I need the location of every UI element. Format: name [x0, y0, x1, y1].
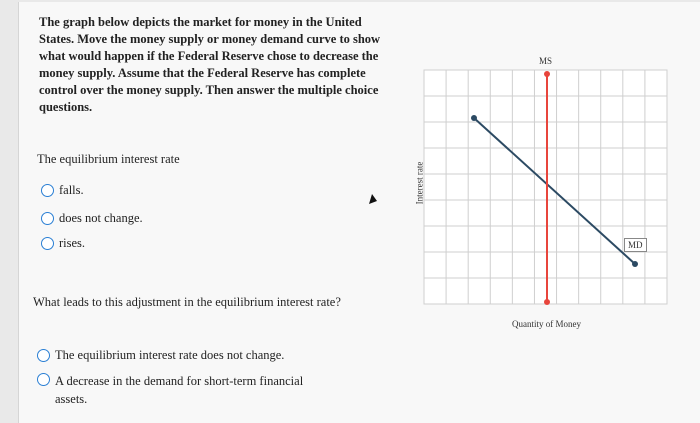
- ms-endpoint-top[interactable]: [544, 71, 550, 77]
- q2-prompt: What leads to this adjustment in the equilibrium interest rate?: [33, 295, 341, 309]
- q1-option-rises[interactable]: [41, 236, 85, 251]
- question-page: [18, 2, 700, 423]
- option-label: does not change.: [59, 211, 143, 225]
- q1-option-falls[interactable]: [41, 183, 84, 198]
- radio-button[interactable]: [41, 212, 54, 225]
- q2-option-demand-decrease[interactable]: [37, 372, 337, 408]
- q1-prompt: The equilibrium interest rate: [37, 152, 180, 166]
- y-axis-label: Interest rate: [414, 161, 425, 205]
- radio-button[interactable]: [37, 373, 50, 386]
- option-label: The equilibrium interest rate does not change.: [55, 348, 285, 362]
- q2-option-no-change[interactable]: [37, 348, 284, 363]
- q1-option-no-change[interactable]: [41, 211, 143, 226]
- question-panel: [39, 14, 384, 116]
- option-label: falls.: [59, 183, 84, 197]
- option-label: rises.: [59, 236, 86, 250]
- x-axis-label: Quantity of Money: [512, 319, 581, 329]
- md-label: MD: [624, 238, 647, 252]
- radio-button[interactable]: [41, 237, 54, 250]
- question-intro: The graph below depicts the market for money in the United States. Move the money supply or money demand curve to show what would happen if the Federal Reserve chose to decrease the money supply. Assume that the Federal Reserve has complete control over the money supply. Then answer the multiple choice questions.: [39, 15, 381, 114]
- radio-button[interactable]: [41, 184, 54, 197]
- md-endpoint-top[interactable]: [471, 115, 477, 121]
- md-endpoint-bottom[interactable]: [632, 261, 638, 267]
- mouse-cursor-icon: [368, 192, 378, 210]
- ms-endpoint-bottom[interactable]: [544, 299, 550, 305]
- radio-button[interactable]: [37, 349, 50, 362]
- money-market-graph[interactable]: [414, 2, 700, 423]
- ms-label: MS: [539, 56, 553, 66]
- graph-grid: [424, 70, 667, 304]
- graph-canvas[interactable]: [419, 2, 700, 423]
- plot-background: [424, 70, 667, 304]
- option-label: A decrease in the demand for short-term financial assets.: [55, 374, 304, 406]
